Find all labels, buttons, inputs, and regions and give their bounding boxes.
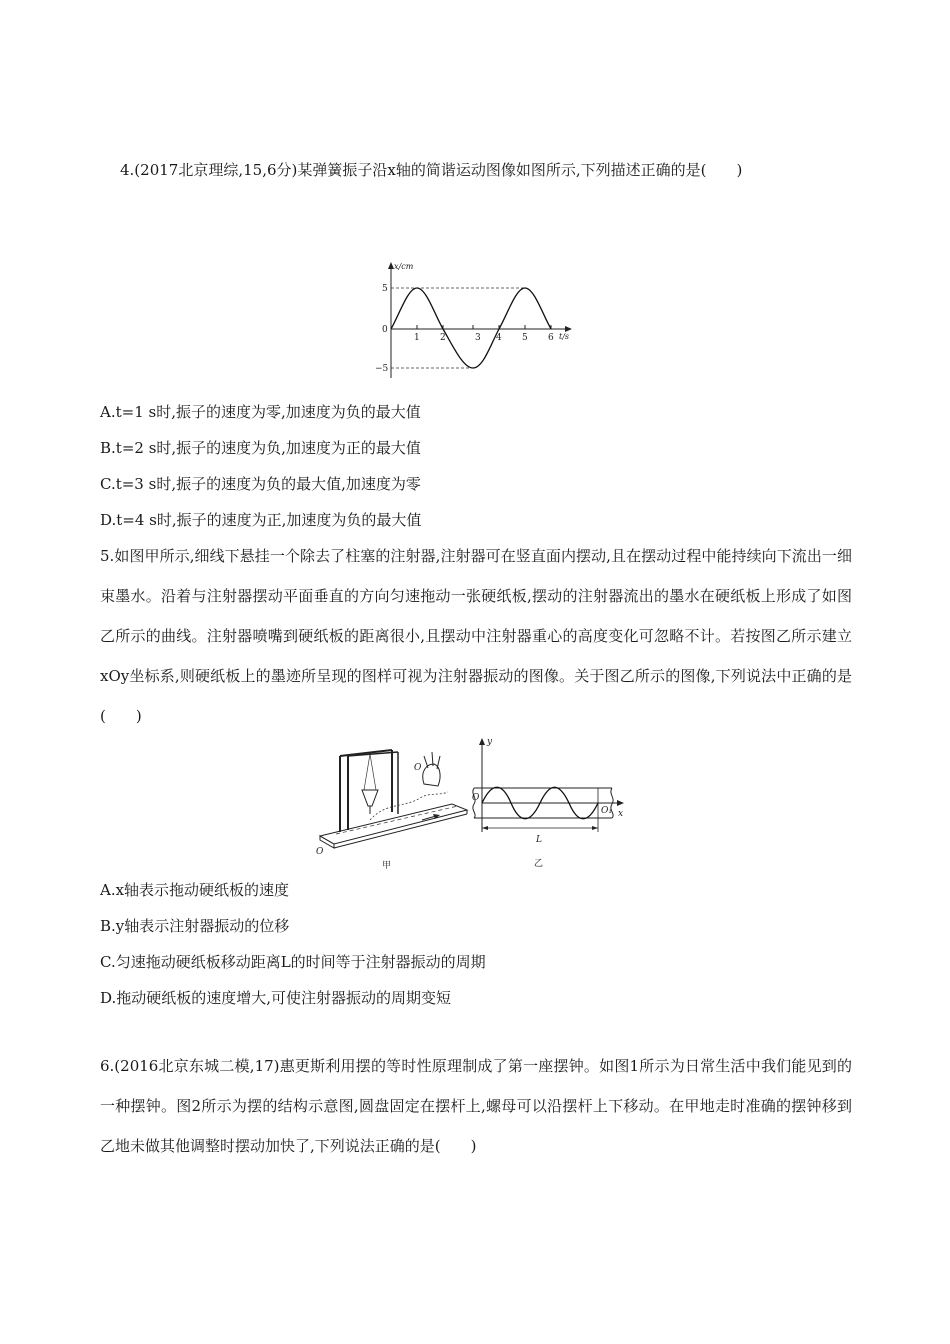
q5-option-c: C.匀速拖动硬纸板移动距离L的时间等于注射器振动的周期 <box>100 953 486 971</box>
fig-jia-caption: 甲 <box>382 861 392 871</box>
x-tick-label: 3 <box>475 333 481 343</box>
x-axis-label: t/s <box>559 332 570 341</box>
q6-stem: 6.(2016北京东城二模,17)惠更斯利用摆的等时性原理制成了第一座摆钟。如图1所示为日常生活中我们能见到的一种摆钟。图2所示为摆的结构示意图,圆盘固定在摆杆上,螺母可以沿摆杆上下移动。在甲地走时准确的摆钟移到乙地未做其他调整时摆动加快了,下列说法正确的是( ) <box>100 1057 852 1155</box>
x-tick-label: 4 <box>496 333 502 343</box>
q4-stem: 4.(2017北京理综,15,6分)某弹簧振子沿x轴的简谐运动图像如图所示,下列描述正确的是( ) <box>120 161 743 179</box>
fig-jia-o-label-2: O <box>316 847 324 857</box>
fig-jia-o-label: O <box>414 763 422 773</box>
q4-option-c: C.t=3 s时,振子的速度为负的最大值,加速度为零 <box>100 475 421 493</box>
fig-yi-y-label: y <box>487 737 493 747</box>
q5-stem: 5.如图甲所示,细线下悬挂一个除去了柱塞的注射器,注射器可在竖直面内摆动,且在摆动过程中能持续向下流出一细束墨水。沿着与注射器摆动平面垂直的方向匀速拖动一张硬纸板,摆动的注射器流出的墨水在硬纸板上形成了如图乙所示的曲线。注射器喷嘴到硬纸板的距离很小,且摆动中注射器重心的高度变化可忽略不计。若按图乙所示建立xOy坐标系,则硬纸板上的墨迹所呈现的图样可视为注射器振动的图像。关于图乙所示的图像,下列说法中正确的是( ) <box>100 547 852 725</box>
y-axis-label: x/cm <box>394 262 414 271</box>
x-tick-label: 2 <box>440 333 446 343</box>
q5-fig-yi <box>468 732 628 872</box>
sine-curve <box>391 288 551 368</box>
x-tick-label: 5 <box>522 333 528 343</box>
fig-yi-o-label: O <box>472 793 480 803</box>
q4-option-d: D.t=4 s时,振子的速度为正,加速度为负的最大值 <box>100 511 422 529</box>
x-tick-label: 1 <box>414 333 420 343</box>
y-neg-label: −5 <box>375 364 389 374</box>
q4-shm-graph <box>360 258 580 386</box>
q5-fig-jia <box>312 742 472 872</box>
q5-option-b: B.y轴表示注射器振动的位移 <box>100 917 290 935</box>
y-pos-label: 5 <box>382 284 388 294</box>
q4-option-a: A.t=1 s时,振子的速度为零,加速度为负的最大值 <box>100 403 421 421</box>
fig-yi-l-label: L <box>536 835 542 845</box>
q4-option-b: B.t=2 s时,振子的速度为负,加速度为正的最大值 <box>100 439 421 457</box>
x-tick-label: 6 <box>548 333 554 343</box>
fig-yi-caption: 乙 <box>534 859 544 869</box>
origin-label: 0 <box>382 325 388 335</box>
fig-yi-o1-label: O₁ <box>601 806 612 816</box>
q5-option-a: A.x轴表示拖动硬纸板的速度 <box>100 881 290 899</box>
fig-yi-x-label: x <box>618 809 624 819</box>
q5-option-d: D.拖动硬纸板的速度增大,可使注射器振动的周期变短 <box>100 989 452 1007</box>
